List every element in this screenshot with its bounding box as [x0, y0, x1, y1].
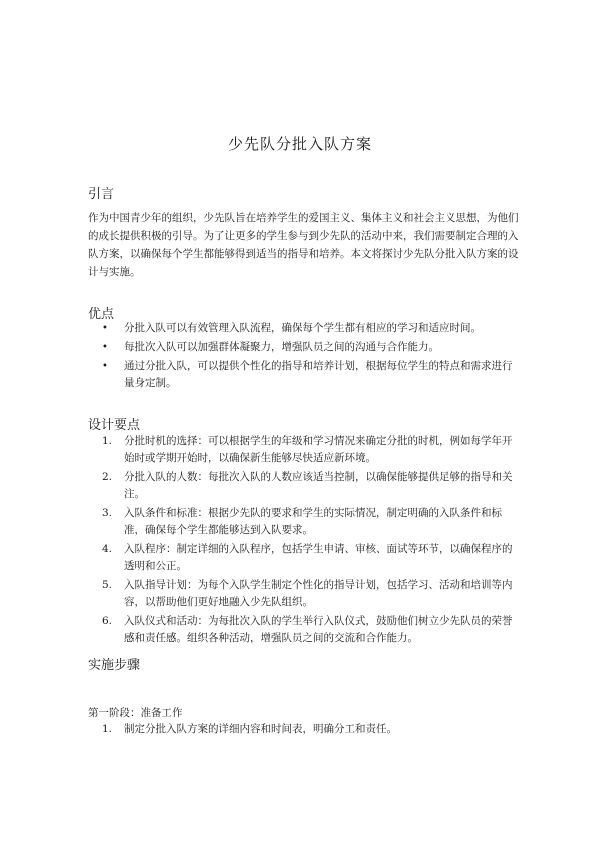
intro-heading: 引言	[88, 187, 115, 202]
design-item-6: 6. 入队仪式和活动：为每批次入队的学生举行入队仪式，鼓励他们树立少先队员的荣誉感和责任感。组织各种活动，增强队员之间的交流和合作能力。	[101, 615, 513, 644]
phase1-list	[88, 721, 520, 738]
design-heading: 设计要点	[88, 418, 141, 433]
advantage-item-1: • 分批入队可以有效管理入队流程，确保每个学生都有相应的学习和适应时间。	[88, 320, 520, 337]
design-item-3: 3. 入队条件和标准：根据少先队的要求和学生的实际情况，制定明确的入队条件和标准，确保每个学生都能够达到入队要求。	[101, 507, 502, 536]
bullet-icon: •	[102, 323, 108, 334]
bullet-icon: •	[102, 342, 108, 353]
advantage-item-3: • 通过分批入队，可以提供个性化的指导和培养计划，根据每位学生的特点和需求进行量身定制。	[102, 360, 513, 389]
steps-heading: 实施步骤	[88, 658, 141, 673]
document-title: 少先队分批入队方案	[227, 135, 372, 153]
phase1-label: 第一阶段：准备工作	[88, 707, 183, 719]
design-list	[88, 433, 520, 647]
design-item-5: 5. 入队指导计划：为每个入队学生制定个性化的指导计划，包括学习、活动和培训等内容，以帮助他们更好地融入少先队组织。	[101, 579, 513, 608]
design-item-4: 4. 入队程序：制定详细的入队程序，包括学生申请、审核、面试等环节，以确保程序的透明和公正。	[101, 543, 513, 572]
advantage-item-2: • 每批次入队可以加强群体凝聚力，增强队员之间的沟通与合作能力。	[88, 339, 520, 356]
phase1-item-1: 1. 制定分批入队方案的详细内容和时间表，明确分工和责任。	[101, 723, 397, 735]
advantages-list	[88, 320, 520, 392]
advantages-heading: 优点	[88, 307, 115, 322]
intro-paragraph: 作为中国青少年的组织，少先队旨在培养学生的爱国主义、集体主义和社会主义思想，为他们的成长提供积极的引导。为了让更多的学生参与到少先队的活动中来，我们需要制定合理的入队方案，以确保每个学生都能够得到适当的指导和培养。本文将探讨少先队分批入队方案的设计与实施。	[88, 212, 519, 278]
design-item-2: 2. 分批入队的人数：每批次入队的人数应该适当控制，以确保能够提供足够的指导和关注。	[101, 471, 513, 500]
bullet-icon: •	[102, 361, 108, 372]
design-item-1: 1. 分批时机的选择：可以根据学生的年级和学习情况来确定分批的时机，例如每学年开始时或学期开始时，以确保新生能够尽快适应新环境。	[101, 435, 513, 464]
